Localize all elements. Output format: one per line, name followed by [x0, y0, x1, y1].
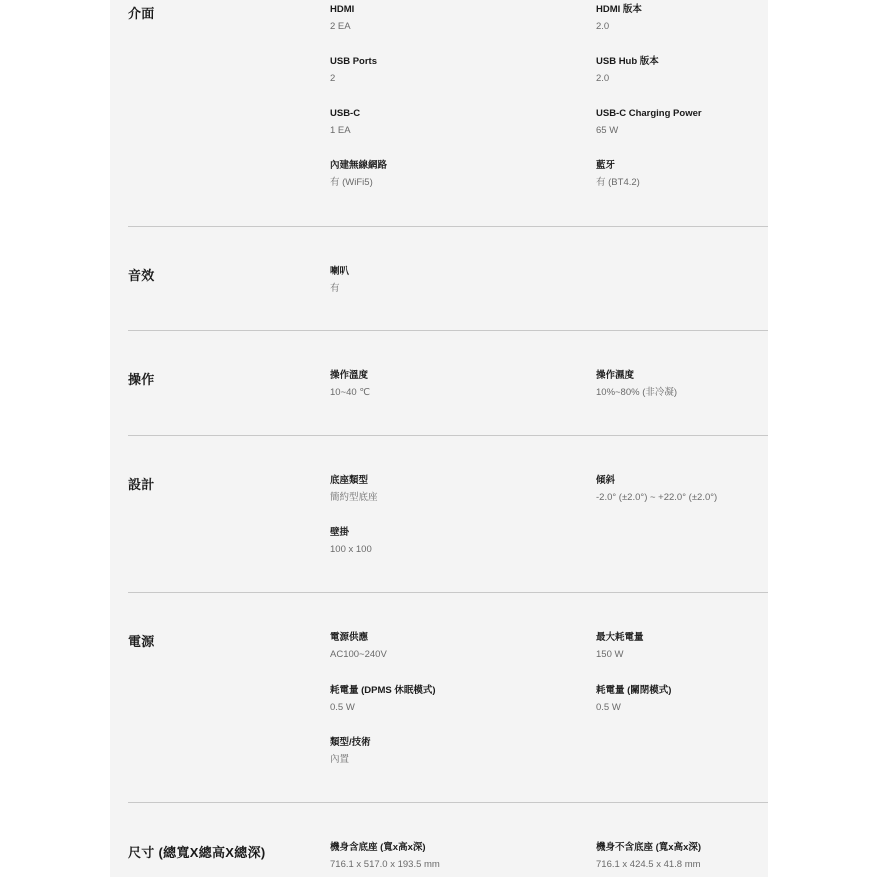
spec-value: 150 W: [596, 649, 624, 660]
spec-value: -2.0° (±2.0°) ~ +22.0° (±2.0°): [596, 492, 718, 503]
spec-operating-temperature: [330, 369, 580, 399]
section-divider: [128, 435, 768, 436]
spec-value: 0.5 W: [330, 702, 355, 713]
spec-speaker: [330, 265, 580, 295]
spec-max-power: [596, 631, 846, 661]
section-title: 尺寸 (總寬X總高X總深): [128, 845, 266, 860]
section-divider: [128, 592, 768, 593]
spec-value: 10%~80% (非冷凝): [596, 387, 678, 398]
spec-usb-c-charging: [596, 107, 846, 137]
spec-label: 喇叭: [330, 266, 350, 277]
spec-label: 底座類型: [330, 475, 369, 486]
spec-usb-ports: [330, 55, 580, 85]
spec-label: 最大耗電量: [596, 632, 644, 643]
section-divider: [128, 330, 768, 331]
spec-label: HDMI: [330, 4, 355, 15]
spec-value: 2: [330, 73, 336, 84]
spec-hdmi-version: [596, 3, 846, 33]
spec-label: USB Hub 版本: [596, 56, 659, 67]
section-divider: [128, 802, 768, 803]
spec-value: 716.1 x 517.0 x 193.5 mm: [330, 859, 440, 870]
spec-label: USB-C Charging Power: [596, 108, 702, 119]
spec-label: 傾斜: [596, 475, 616, 486]
spec-label: USB Ports: [330, 56, 377, 67]
spec-value: 1 EA: [330, 125, 351, 136]
spec-label: USB-C: [330, 108, 361, 119]
spec-value: 有 (BT4.2): [596, 177, 640, 188]
spec-value: 100 x 100: [330, 544, 372, 555]
spec-value: 65 W: [596, 125, 619, 136]
spec-bluetooth: [596, 159, 846, 189]
section-title: 介面: [128, 6, 155, 21]
spec-value: 有 (WiFi5): [330, 177, 373, 188]
spec-value: 2 EA: [330, 21, 351, 32]
spec-stand-type: [330, 474, 580, 504]
spec-size-with-stand: [330, 841, 580, 871]
section-divider: [128, 226, 768, 227]
spec-label: 機身不含底座 (寬x高x深): [596, 842, 702, 853]
spec-label: HDMI 版本: [596, 4, 642, 15]
spec-value: 內置: [330, 754, 350, 765]
section-title: 音效: [128, 268, 155, 283]
spec-label: 耗電量 (DPMS 休眠模式): [330, 685, 436, 696]
section-title: 設計: [128, 477, 155, 492]
spec-value: AC100~240V: [330, 649, 387, 660]
spec-label: 電源供應: [330, 632, 369, 643]
spec-value: 有: [330, 283, 340, 294]
spec-label: 機身含底座 (寬x高x深): [330, 842, 426, 853]
spec-label: 操作濕度: [596, 370, 635, 381]
spec-power-type: [330, 736, 580, 766]
spec-value: 2.0: [596, 73, 610, 84]
spec-value: 簡約型底座: [330, 492, 378, 503]
spec-usb-c: [330, 107, 580, 137]
spec-value: 10~40 ℃: [330, 387, 370, 398]
spec-tilt: [596, 474, 846, 504]
spec-label: 壁掛: [330, 527, 350, 538]
section-title: 操作: [128, 372, 155, 387]
spec-operating-humidity: [596, 369, 846, 399]
spec-wall-mount: [330, 526, 580, 556]
spec-power-supply: [330, 631, 580, 661]
spec-label: 耗電量 (關閉模式): [596, 685, 672, 696]
spec-label: 內建無線網路: [330, 160, 388, 171]
spec-usb-hub-version: [596, 55, 846, 85]
spec-power-dpms: [330, 684, 580, 714]
spec-size-without-stand: [596, 841, 846, 871]
spec-value: 0.5 W: [596, 702, 621, 713]
spec-hdmi: [330, 3, 580, 33]
spec-label: 操作溫度: [330, 370, 369, 381]
spec-label: 類型/技術: [330, 737, 371, 748]
spec-panel: [110, 0, 768, 877]
spec-power-off: [596, 684, 846, 714]
spec-value: 716.1 x 424.5 x 41.8 mm: [596, 859, 701, 870]
spec-wifi: [330, 159, 580, 189]
section-title: 電源: [128, 634, 155, 649]
spec-label: 藍牙: [596, 160, 616, 171]
spec-value: 2.0: [596, 21, 610, 32]
